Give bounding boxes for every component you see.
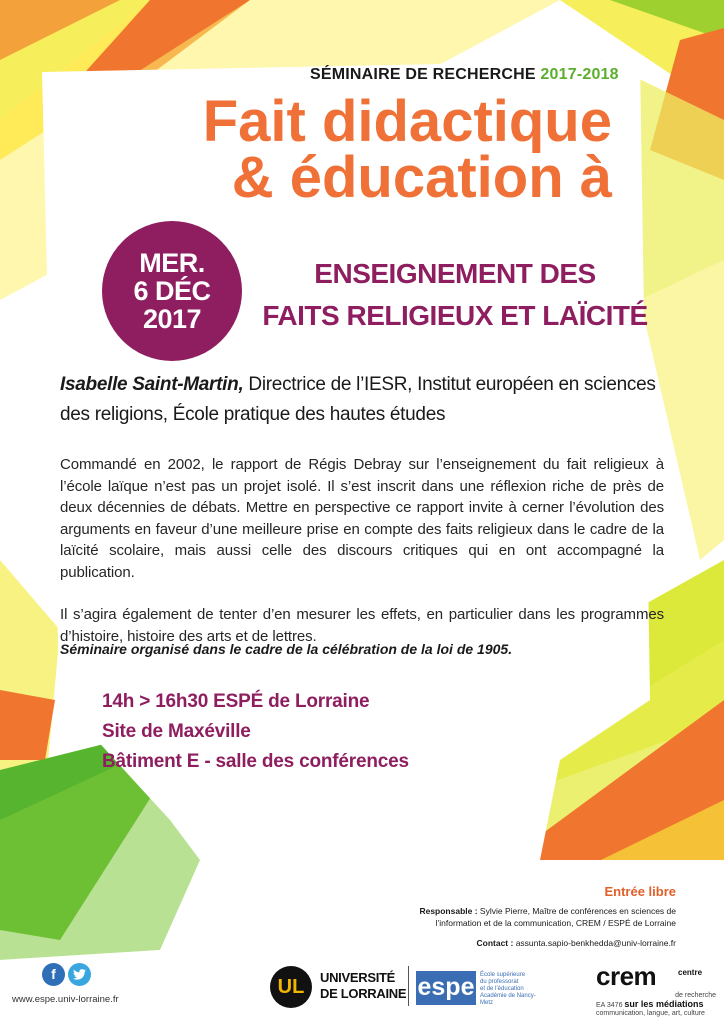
espe-logo — [416, 971, 536, 1006]
venue-room: Bâtiment E - salle des conférences — [102, 751, 409, 772]
title-line-2: & éducation à — [231, 145, 612, 210]
crem-code: EA 3476 — [596, 1002, 623, 1009]
crem-side-2: de recherche — [675, 992, 716, 999]
crem-subtitle — [596, 992, 720, 1018]
espe-tagline-2: du professorat — [480, 979, 519, 985]
crem-side-3: sur les médiations — [624, 999, 704, 1009]
espe-tagline-3: et de l’éducation — [480, 986, 524, 992]
seminar-years: 2017-2018 — [540, 66, 619, 83]
crem-side-text — [678, 968, 716, 977]
espe-tagline-1: École supérieure — [480, 972, 526, 978]
espe-tagline-4: Académie de Nancy-Metz — [480, 993, 536, 1006]
title-line-1: Fait didactique — [202, 89, 612, 154]
entry-free-label: Entrée libre — [604, 884, 676, 899]
espe-tagline — [480, 972, 544, 1007]
speaker-role: Directrice de l’IESR, Institut européen en sciences des religions, École pratique des hautes études — [60, 374, 656, 425]
seminar-header — [310, 66, 619, 84]
crem-tagline: communication, langue, art, culture — [596, 1010, 705, 1017]
espe-wordmark: espe — [416, 971, 476, 1005]
responsable-label: Responsable : — [419, 906, 478, 916]
contact-label: Contact : — [476, 938, 514, 948]
speaker-name: Isabelle Saint-Martin, — [60, 374, 244, 395]
venue-time: 14h > 16h30 ESPÉ de Lorraine — [102, 691, 370, 712]
session-title — [250, 253, 660, 337]
description-paragraph-1: Commandé en 2002, le rapport de Régis Debray sur l’enseignement du fait religieux à l’école laïque n’est pas un projet isolé. Il s’est inscrit dans une réflexion riche de près de deux décennies de débats. Mettre en perspective ce rapport invite à cerner l’évolution des arguments en faveur d’une meilleure prise en compte des faits religieux dans le cadre de la laïcité scolaire, mais aussi celle des discours critiques qui en ont accompagné la publication. — [60, 456, 664, 581]
speaker-block — [60, 370, 680, 430]
website-link[interactable]: www.espe.univ-lorraine.fr — [12, 994, 119, 1005]
facebook-icon[interactable]: f — [42, 963, 65, 986]
twitter-icon[interactable] — [68, 963, 91, 986]
description-paragraph-2: Il s’agira également de tenter d’en mesurer les effets, en particulier dans les programmes d’histoire, histoire des arts et de lettres. — [60, 606, 664, 645]
crem-wordmark: crem — [596, 961, 657, 991]
date-weekday: MER. — [139, 248, 205, 278]
venue-block — [102, 687, 502, 777]
date-badge — [102, 221, 242, 361]
ul-line-1: UNIVERSITÉ — [320, 970, 396, 985]
ul-mark-icon: UL — [270, 966, 312, 1008]
crem-side-1: centre — [678, 968, 703, 977]
ul-line-2: DE LORRAINE — [320, 986, 407, 1001]
venue-site: Site de Maxéville — [102, 721, 251, 742]
page-title — [112, 89, 612, 210]
crem-logo — [596, 962, 720, 1018]
social-links — [42, 963, 96, 987]
date-day: 6 DÉC — [133, 276, 211, 306]
seminar-label: SÉMINAIRE DE RECHERCHE — [310, 66, 536, 83]
date-year: 2017 — [142, 304, 202, 334]
session-title-line-1: ENSEIGNEMENT DES — [314, 258, 596, 289]
universite-de-lorraine-logo — [270, 966, 410, 1008]
logo-divider — [408, 966, 409, 1006]
responsable-text: Sylvie Pierre, Maître de conférences en sciences de l’information et de la communication, CREM / ESPÉ de Lorraine — [435, 906, 676, 928]
contact-info — [400, 938, 676, 948]
celebration-note: Séminaire organisé dans le cadre de la célébration de la loi de 1905. — [60, 641, 513, 657]
ul-wordmark — [320, 970, 420, 1002]
description — [60, 454, 664, 668]
session-title-line-2: FAITS RELIGIEUX ET LAÏCITÉ — [262, 300, 648, 331]
contact-email[interactable]: assunta.sapio-benkhedda@univ-lorraine.fr — [513, 938, 676, 948]
responsable-info — [400, 906, 676, 929]
